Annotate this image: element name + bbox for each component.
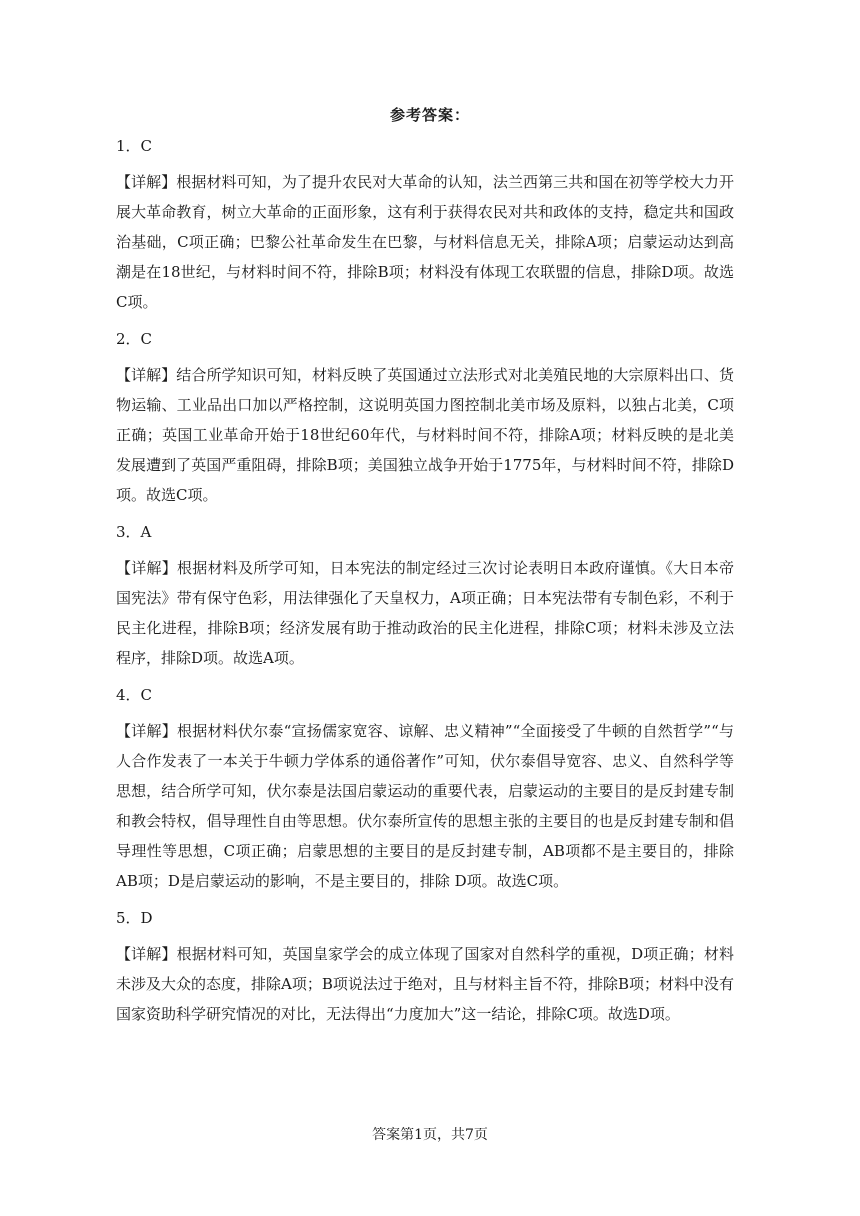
answer-item-1: [116, 131, 734, 317]
answer-item-5: [116, 903, 734, 1029]
answer-explanation: 【详解】根据材料可知，英国皇家学会的成立体现了国家对自然科学的重视，D项正确；材料未涉及大众的态度，排除A项；B项说法过于绝对，且与材料主旨不符，排除B项；材料中没有国家资助科学研究情况的对比，无法得出“力度加大”这一结论，排除C项。故选D项。: [116, 945, 734, 1023]
page-title: 参考答案：: [389, 106, 470, 124]
answer-number: 1．C: [116, 137, 153, 155]
answer-list: [116, 131, 734, 1036]
answer-explanation: 【详解】结合所学知识可知，材料反映了英国通过立法形式对北美殖民地的大宗原料出口、货物运输、工业品出口加以严格控制，这说明英国力图控制北美市场及原料，以独占北美，C项正确；英国工业革命开始于18世纪60年代，与材料时间不符，排除A项；材料反映的是北美发展遭到了英国严重阻碍，排除B项；美国独立战争开始于1775年，与材料时间不符，排除D项。故选C项。: [116, 366, 734, 504]
answer-explanation: 【详解】根据材料及所学可知，日本宪法的制定经过三次讨论表明日本政府谨慎。《大日本帝国宪法》带有保守色彩，用法律强化了天皇权力，A项正确；日本宪法带有专制色彩，不利于民主化进程，排除B项；经济发展有助于推动政治的民主化进程，排除C项；材料未涉及立法程序，排除D项。故选A项。: [116, 559, 734, 667]
answer-item-2: [116, 324, 734, 510]
page-footer: 答案第1页，共7页: [372, 1127, 488, 1143]
answer-number: 4．C: [116, 686, 153, 704]
answer-number: 5．D: [116, 909, 153, 927]
answer-item-3: [116, 517, 734, 673]
answer-number: 2．C: [116, 330, 153, 348]
answer-number: 3．A: [116, 523, 152, 541]
answer-explanation: 【详解】根据材料可知，为了提升农民对大革命的认知，法兰西第三共和国在初等学校大力开展大革命教育，树立大革命的正面形象，这有利于获得农民对共和政体的支持，稳定共和国政治基础，C项正确；巴黎公社革命发生在巴黎，与材料信息无关，排除A项；启蒙运动达到高潮是在18世纪，与材料时间不符，排除B项；材料没有体现工农联盟的信息，排除D项。故选C项。: [116, 173, 734, 311]
answer-explanation: 【详解】根据材料伏尔泰“宣扬儒家宽容、谅解、忠义精神”“全面接受了牛顿的自然哲学”“与人合作发表了一本关于牛顿力学体系的通俗著作”可知，伏尔泰倡导宽容、忠义、自然科学等思想，结合所学可知，伏尔泰是法国启蒙运动的重要代表，启蒙运动的主要目的是反封建专制和教会特权，倡导理性自由等思想。伏尔泰所宣传的思想主张的主要目的也是反封建专制和倡导理性等思想，C项正确；启蒙思想的主要目的是反封建专制，AB项都不是主要目的，排除AB项；D是启蒙运动的影响，不是主要目的，排除 D项。故选C项。: [116, 722, 734, 890]
answer-item-4: [116, 680, 734, 896]
